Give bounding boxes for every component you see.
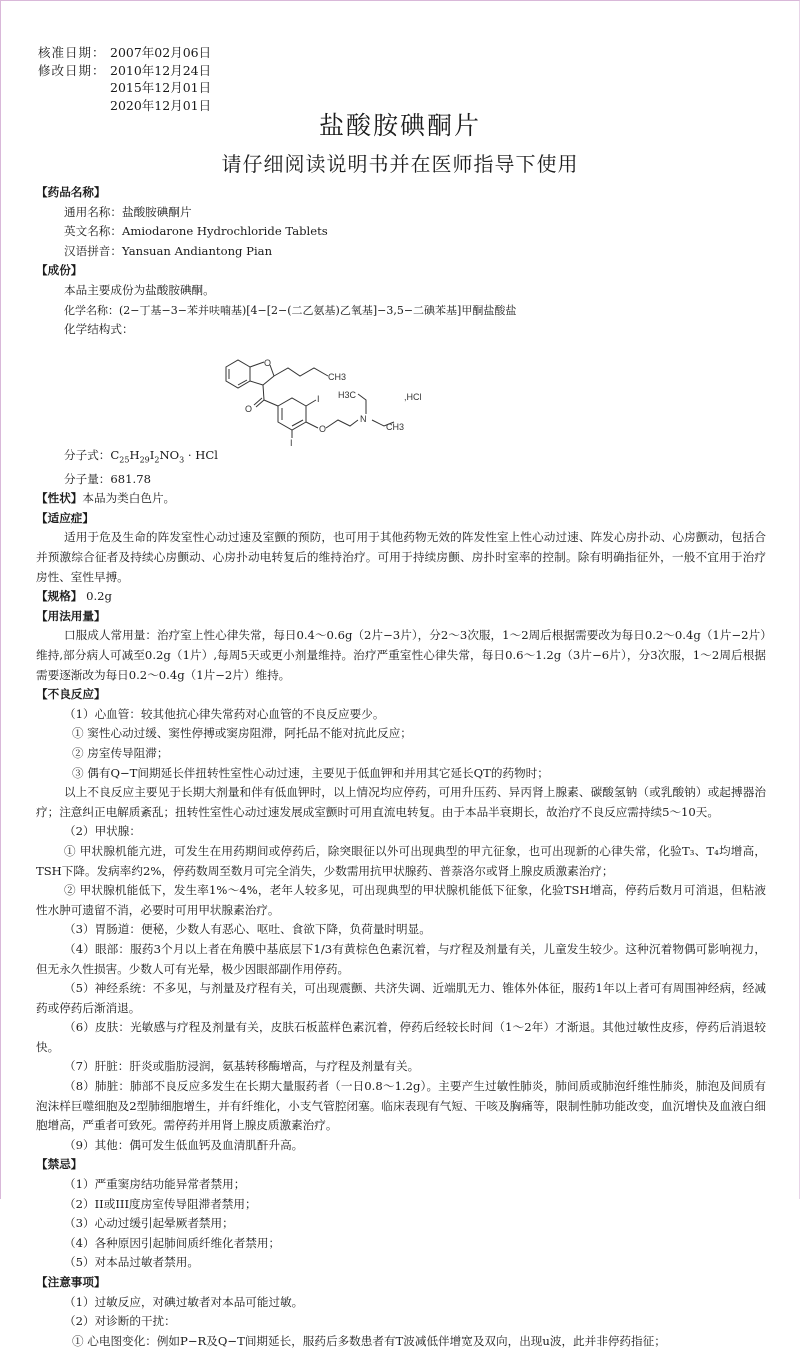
ring-oxygen-label: O — [264, 357, 272, 368]
ch3-right-label: CH3 — [386, 421, 405, 432]
indications-text: 适用于危及生命的阵发室性心动过速及室颤的预防，也可用于其他药物无效的阵发性室上性心动过速、阵发心房扑动、心房颤动，包括合并预激综合征者及持续心房颤动、心房扑动电转复后的维持治疗。可用于持续房颤、房扑时室率的控制。除有明确指征外，一般不宜用于治疗房性、室性早搏。 — [36, 530, 766, 584]
adverse-eye: （4）眼部：服药3个月以上者在角膜中基底层下1/3有黄棕色色素沉着，与疗程及剂量有关，儿童发生较少。这种沉着物偶可影响视力，但无永久性损害。少数人可有光晕，极少因眼部副作用停药。 — [36, 941, 766, 976]
section-heading-adverse: 【不良反应】 — [36, 687, 106, 702]
chemical-structure-diagram — [216, 340, 436, 446]
ether-oxygen-label: O — [319, 423, 327, 434]
precaution-item: （1）过敏反应，对碘过敏者对本品可能过敏。 — [64, 1294, 304, 1309]
contraindication-item: （3）心动过缓引起晕厥者禁用； — [64, 1216, 234, 1231]
section-heading-precautions: 【注意事项】 — [36, 1275, 106, 1289]
appearance-text: 本品为类白色片。 — [82, 491, 176, 506]
appearance-section — [36, 489, 766, 509]
subtitle: 请仔细阅读说明书并在医师指导下使用 — [221, 152, 579, 176]
h3c-label: H3C — [338, 389, 357, 400]
main-ingredient: 本品主要成份为盐酸胺碘酮。 — [64, 282, 215, 297]
adverse-nerve: （5）神经系统：不多见，与剂量及疗程有关，可出现震颤、共济失调、近端肌无力、锥体外体征，服药1年以上者可有周围神经病，经减药或停药后渐消退。 — [36, 981, 766, 1015]
contraindication-item: （5）对本品过敏者禁用。 — [64, 1255, 199, 1270]
section-heading-composition: 【成份】 — [36, 263, 83, 278]
revision-date-label: 修改日期： — [38, 62, 106, 78]
contraindication-item: （2）II或III度房室传导阻滞者禁用； — [64, 1196, 257, 1211]
ch3-label: CH3 — [328, 371, 347, 382]
spec-text: 0.2g — [86, 589, 112, 604]
precaution-sub-item: ① 心电图变化：例如P−R及Q−T间期延长，服药后多数患者有T波减低伴增宽及双向，出现u波，此并非停药指征； — [72, 1333, 666, 1348]
generic-name: 通用名称：盐酸胺碘酮片 — [64, 204, 192, 219]
approval-date: 2007年02月06日 — [110, 45, 212, 60]
structure-label: 化学结构式： — [64, 322, 134, 337]
molecular-weight: 分子量：681.78 — [64, 471, 151, 486]
english-name: 英文名称：Amiodarone Hydrochloride Tablets — [64, 224, 328, 239]
molecular-formula: 分子式：$C_{25}H_{29}I_2NO_3$ · HCl — [64, 447, 218, 465]
nitrogen-label: N — [360, 413, 367, 424]
section-heading-contraindications: 【禁忌】 — [36, 1157, 83, 1172]
precaution-item: （2）对诊断的干扰： — [64, 1314, 176, 1329]
spec-section — [36, 587, 766, 607]
section-heading-appearance: 【性状】 — [36, 491, 83, 506]
chemical-structure — [216, 340, 436, 446]
adverse-cardio-note: 以上不良反应主要见于长期大剂量和伴有低血钾时，以上情况均应停药，可用升压药、异丙肾上腺素、碳酸氢钠（或乳酸钠）或起搏器治疗；注意纠正电解质紊乱；扭转性室性心动过速发展成室颤时可用直流电转复。由于本品半衰期长，故治疗不良反应需持续5～10天。 — [36, 785, 766, 819]
revision-date: 2010年12月24日 — [110, 62, 212, 78]
adverse-cardio-item: ③ 偶有Q−T间期延长伴扭转性室性心动过速，主要见于低血钾和并用其它延长QT的药物时； — [72, 765, 549, 780]
adverse-thyroid-item: ① 甲状腺机能亢进，可发生在用药期间或停药后，除突眼征以外可出现典型的甲亢征象，也可出现新的心律失常，化验T₃、T₄均增高，TSH下降。发病率约2%，停药数周至数月可完全消失，少数需用抗甲状腺药、普萘洛尔或肾上腺皮质激素治疗； — [36, 843, 766, 878]
revision-date: 2020年12月01日 — [110, 97, 212, 113]
drug-title: 盐酸胺碘酮片 — [318, 111, 481, 140]
iodine-bottom-label: I — [290, 437, 293, 446]
section-heading-dosage: 【用法用量】 — [36, 608, 106, 623]
keto-oxygen-label: O — [245, 403, 253, 414]
adverse-skin: （6）皮肤：光敏感与疗程及剂量有关，皮肤石板蓝样色素沉着，停药后经较长时间（1～2年）才渐退。其他过敏性皮疹，停药后消退较快。 — [36, 1020, 766, 1054]
approval-date-label: 核准日期： — [38, 45, 106, 60]
contraindication-item: （1）严重窦房结功能异常者禁用； — [64, 1177, 246, 1192]
adverse-thyroid-item: ② 甲状腺机能低下，发生率1%～4%，老年人较多见，可出现典型的甲状腺机能低下征象，化验TSH增高，停药后数月可消退，但粘液性水肿可遗留不消，必要时可用甲状腺素治疗。 — [36, 883, 766, 917]
chemical-name: 化学名称：(2−丁基−3−苯并呋喃基)[4−[2−(二乙氨基)乙氧基]−3,5−二碘苯基]甲酮盐酸盐 — [64, 303, 517, 317]
adverse-other: （9）其他：偶可发生低血钙及血清肌酐升高。 — [64, 1137, 304, 1152]
section-heading-indications: 【适应症】 — [36, 510, 94, 525]
adverse-liver: （7）肝脏：肝炎或脂肪浸润，氨基转移酶增高，与疗程及剂量有关。 — [64, 1059, 420, 1074]
contraindication-item: （4）各种原因引起肺间质纤维化者禁用； — [64, 1235, 281, 1250]
leaflet-body — [36, 183, 766, 1351]
section-heading-name: 【药品名称】 — [36, 185, 106, 199]
adverse-cardio-item: ① 窦性心动过缓、窦性停搏或窦房阻滞，阿托品不能对抗此反应； — [72, 726, 412, 741]
adverse-lung: （8）肺脏：肺部不良反应多发生在长期大量服药者（一日0.8～1.2g）。主要产生过敏性肺炎，肺间质或肺泡纤维性肺炎，肺泡及间质有泡沫样巨噬细胞及2型肺细胞增生，并有纤维化，小支气管腔闭塞。临床表现有气短、干咳及胸痛等，限制性肺功能改变，血沉增快及血液白细胞增高，严重者可致死。需停药并用肾上腺皮质激素治疗。 — [36, 1079, 766, 1133]
iodine-top-label: I — [317, 393, 320, 404]
pinyin-name: 汉语拼音：Yansuan Andiantong Pian — [64, 243, 273, 258]
adverse-gi: （3）胃肠道：便秘，少数人有恶心、呕吐、食欲下降，负荷量时明显。 — [64, 922, 431, 937]
dosage-text: 口服成人常用量：治疗室上性心律失常，每日0.4～0.6g（2片−3片），分2～3次服，1～2周后根据需要改为每日0.2～0.4g（1片−2片）维持,部分病人可减至0.2g（1片）,每周5天或更小剂量维持。治疗严重室性心律失常，每日0.6～1.2g（3片−6片），分3次服，1～2周后根据需要逐渐改为每日0.2～0.4g（1片−2片）维持。 — [36, 628, 766, 682]
revision-date: 2015年12月01日 — [110, 80, 212, 95]
hcl-label: ,HCl — [404, 391, 422, 402]
date-block — [38, 44, 211, 114]
section-heading-spec: 【规格】 — [36, 589, 83, 604]
adverse-cardio: （1）心血管：较其他抗心律失常药对心血管的不良反应要少。 — [64, 706, 385, 721]
adverse-thyroid: （2）甲状腺： — [64, 824, 141, 839]
adverse-cardio-item: ② 房室传导阻滞； — [72, 745, 169, 760]
